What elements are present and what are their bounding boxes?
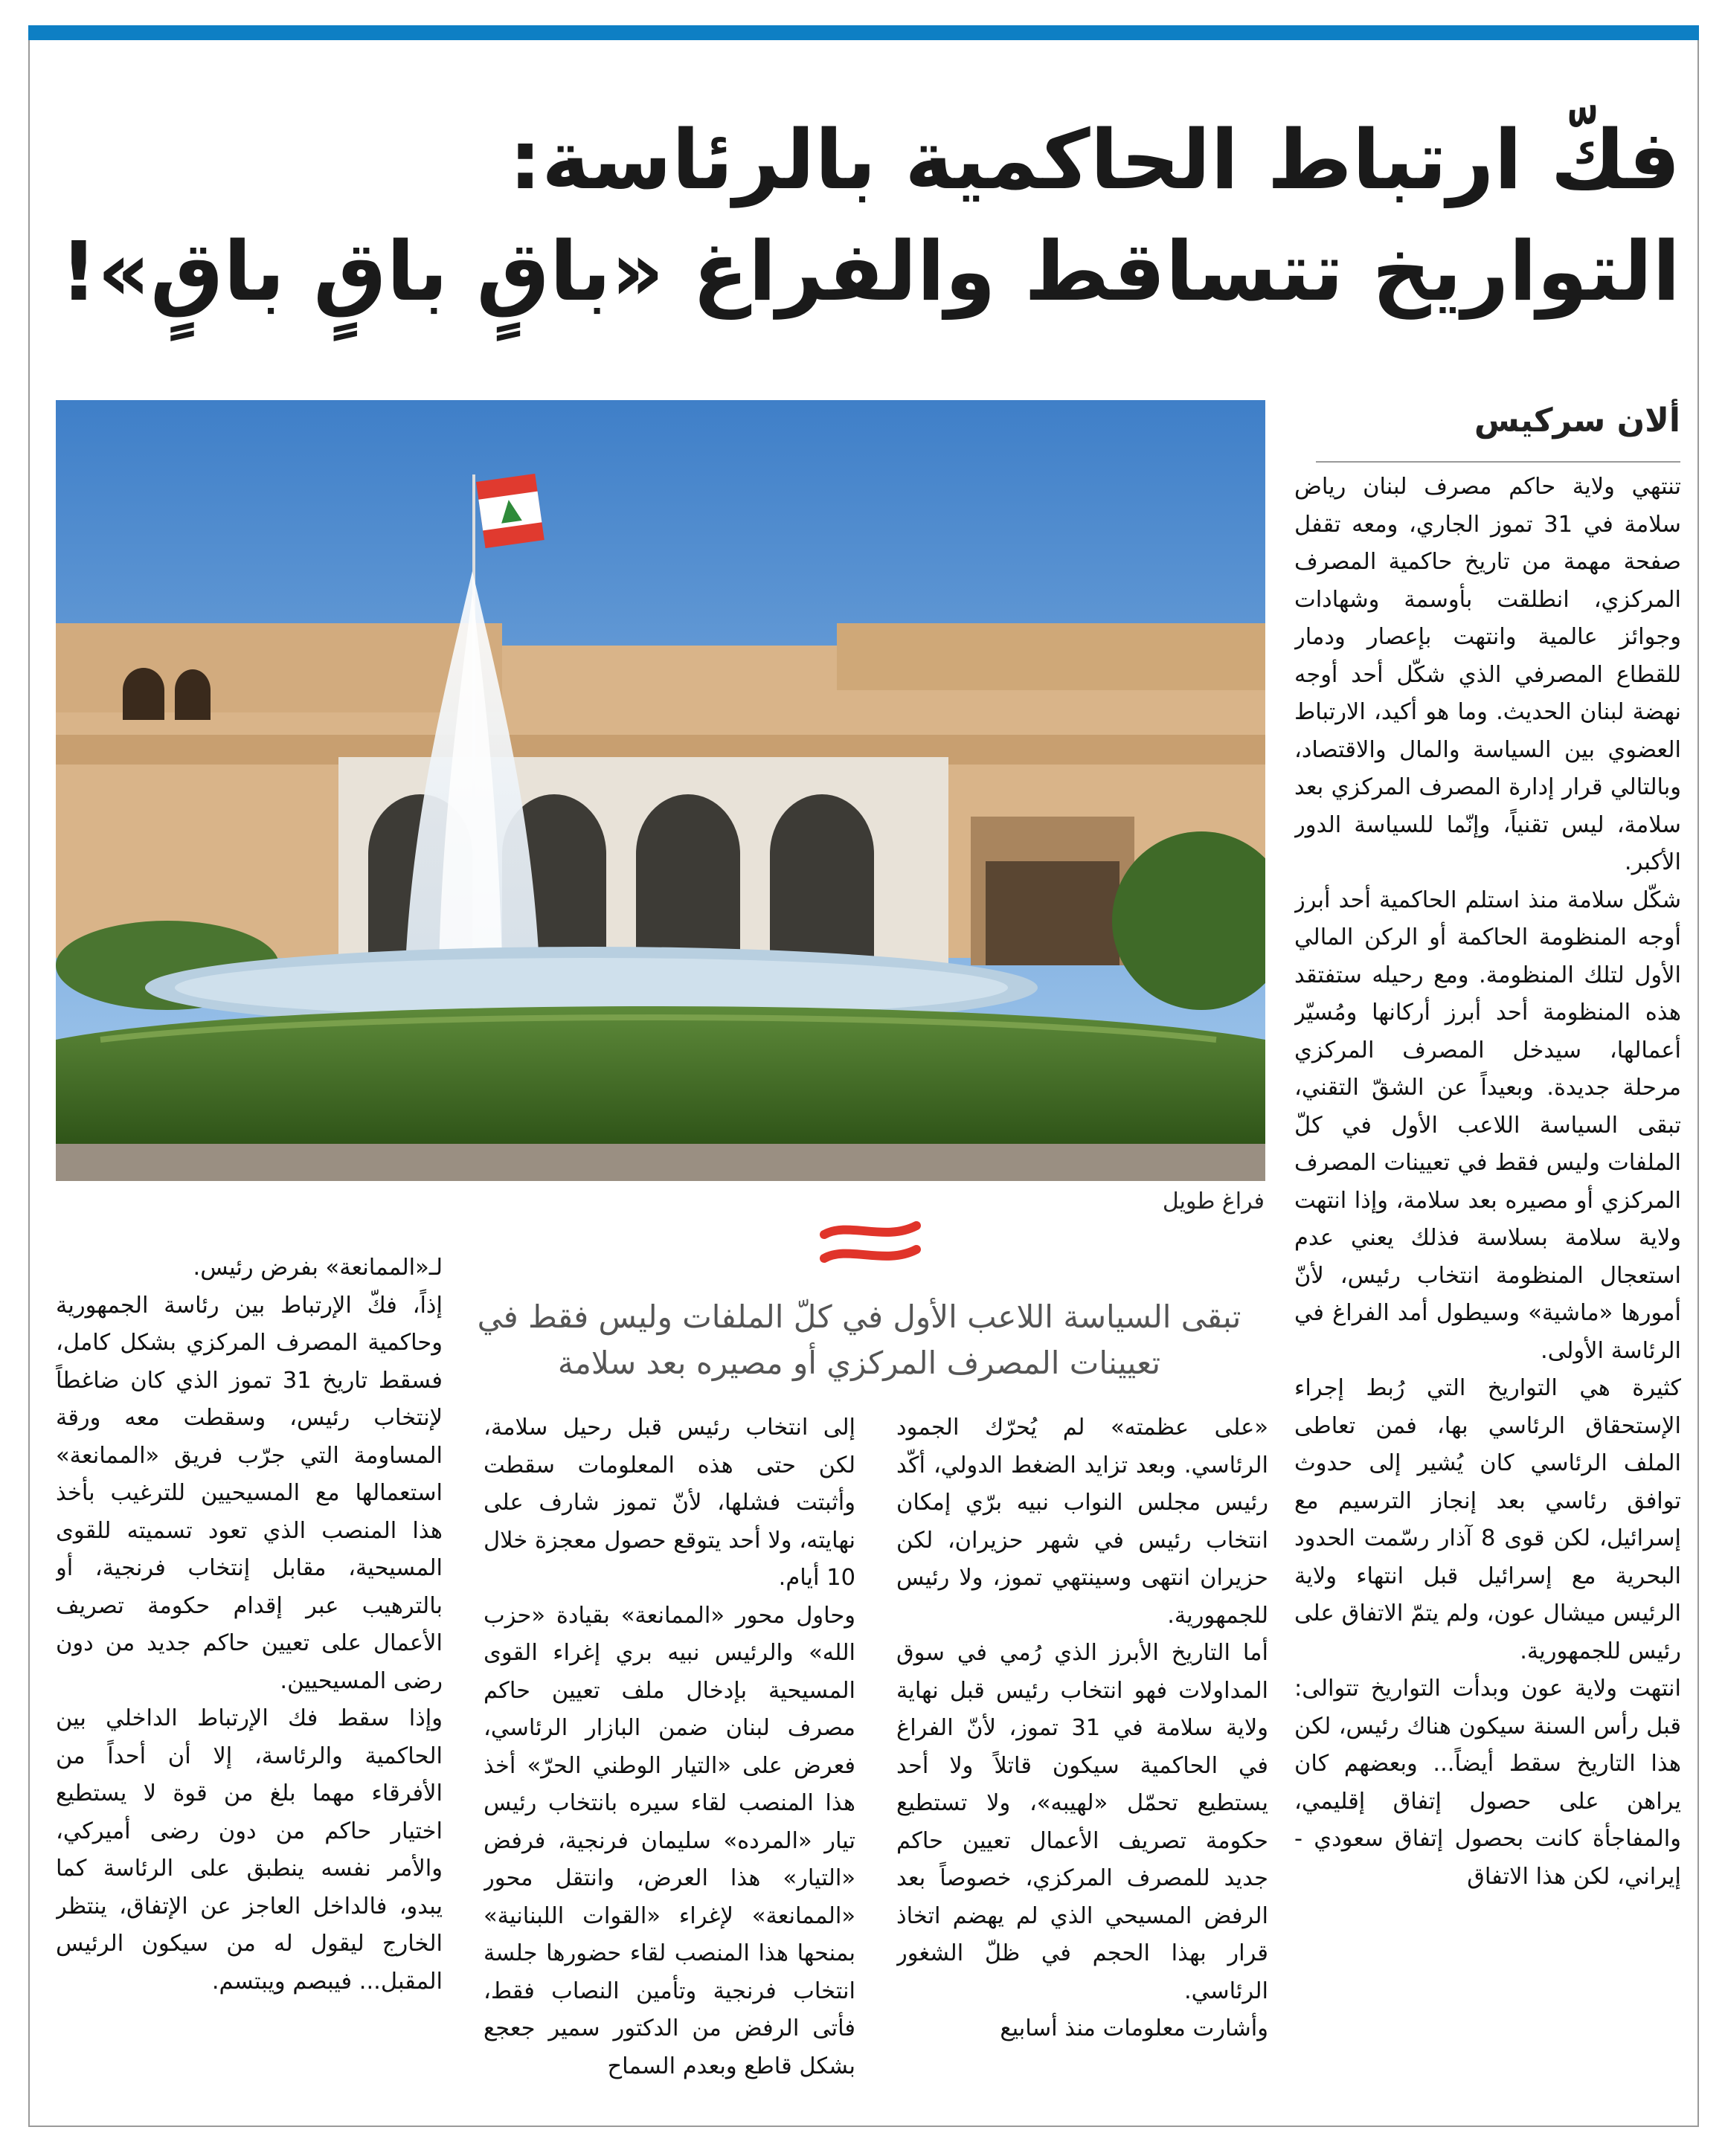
paragraph: انتهت ولاية عون وبدأت التواريخ تتوالى: قبل رأس السنة سيكون هناك رئيس، لكن هذا التاريخ سقط أيضاً... وبعضهم كان يراهن على حصول إتفاق إقليمي، والمفاجأة كانت بحصول إتفاق سعودي - إيراني، لكن هذا الاتفاق	[1294, 1676, 1681, 1890]
paragraph: شكّل سلامة منذ استلم الحاكمية أحد أبرز أوجه المنظومة الحاكمة أو الركن المالي الأول لتلك المنظومة. ومع رحيله ستفتقد هذه المنظومة أحد أبرز أركانها ومُسيّر أعمالها، سيدخل المصرف المركزي مرحلة جديدة. وبعيداً عن الشقّ التقني، تبقى السياسة اللاعب الأول في كلّ الملفات وليس فقط في تعيينات المصرف المركزي أو مصيره بعد سلامة، وإذا انتهت ولاية سلامة بسلاسة فذلك يعني عدم استعجال المنظومة انتخاب رئيس، لأنّ أمورها «ماشية» وسيطول أمد الفراغ في الرئاسة الأولى.	[1294, 886, 1681, 1364]
photo-caption: فراغ طويل	[1162, 1188, 1265, 1214]
paragraph: إلى انتخاب رئيس قبل رحيل سلامة، لكن حتى هذه المعلومات سقطت وأثبتت فشلها، لأنّ تموز شارف على نهايته، ولا أحد يتوقع حصول معجزة خلال 10 أيام.	[484, 1415, 855, 1591]
headline-line-2: التواريخ تتساقط والفراغ «باقٍ باقٍ باقٍ»!	[60, 224, 1680, 319]
article-column-2	[896, 1409, 1268, 2112]
headline-line-1: فكّ ارتباط الحاكمية بالرئاسة:	[509, 112, 1680, 207]
author-divider	[1316, 461, 1680, 463]
paragraph: كثيرة هي التواريخ التي رُبط إجراء الإستحقاق الرئاسي بها، فمن تعاطى الملف الرئاسي كان يُشير إلى حدوث توافق رئاسي بعد إنجاز الترسيم مع إسرائيل، لكن قوى 8 آذار رسّمت الحدود البحرية مع إسرائيل قبل انتهاء ولاية الرئيس ميشال عون، ولم يتمّ الاتفاق على رئيس للجمهورية.	[1294, 1375, 1681, 1664]
top-accent-bar	[28, 25, 1699, 40]
lebanese-flag-stripes-icon	[818, 1220, 922, 1272]
paragraph: لـ«الممانعة» بفرض رئيس.	[193, 1255, 443, 1281]
paragraph: «على عظمته» لم يُحرّك الجمود الرئاسي. وبعد تزايد الضغط الدولي، أكّد رئيس مجلس النواب نبيه برّي إمكان انتخاب رئيس في شهر حزيران، لكن حزيران انتهى وسينتهي تموز، ولا رئيس للجمهورية.	[896, 1415, 1268, 1629]
article-column-3	[484, 1409, 855, 2112]
paragraph: وأشارت معلومات منذ أسابيع	[1000, 2015, 1268, 2041]
paragraph: أما التاريخ الأبرز الذي رُمي في سوق المداولات فهو انتخاب رئيس قبل نهاية ولاية سلامة في 31 تموز، لأنّ الفراغ في الحاكمية سيكون قاتلاً ولا أحد يستطيع تحمّل «لهيبه»، ولا تستطيع حكومة تصريف الأعمال تعيين حاكم جديد للمصرف المركزي، خصوصاً بعد الرفض المسيحي الذي لم يهضم اتخاذ قرار بهذا الحجم في ظلّ الشغور الرئاسي.	[896, 1640, 1268, 2004]
pull-quote: تبقى السياسة اللاعب الأول في كلّ الملفات وليس فقط في تعيينات المصرف المركزي أو مصيره بعد سلامة	[477, 1299, 1241, 1381]
paragraph: وحاول محور «الممانعة» بقيادة «حزب الله» والرئيس نبيه بري إغراء القوى المسيحية بإدخال ملف تعيين حاكم مصرف لبنان ضمن البازار الرئاسي، فعرض على «التيار الوطني الحرّ» أخذ هذا المنصب لقاء سيره بانتخاب رئيس تيار «المرده» سليمان فرنجية، فرفض «التيار» هذا العرض، وانتقل محور «الممانعة» لإغراء «القوات اللبنانية» بمنحها هذا المنصب لقاء حضورها جلسة انتخاب فرنجية وتأمين النصاب فقط، فأتى الرفض من الدكتور سمير جعجع بشكل قاطع وبعدم السماح	[484, 1602, 855, 2079]
paragraph: تنتهي ولاية حاكم مصرف لبنان رياض سلامة في 31 تموز الجاري، ومعه تقفل صفحة مهمة من تاريخ حاكمية المصرف المركزي، انطلقت بأوسمة وشهادات وجوائز عالمية وانتهت بإعصار ودمار للقطاع المصرفي الذي شكّل أحد أوجه نهضة لبنان الحديث. وما هو أكيد، الارتباط العضوي بين السياسة والمال والاقتصاد، وبالتالي قرار إدارة المصرف المركزي بعد سلامة، ليس تقنياً، وإنّما للسياسة الدور الأكبر.	[1294, 474, 1681, 875]
article-column-1	[1294, 469, 1681, 2112]
article-column-4	[56, 1249, 443, 2112]
paragraph: وإذا سقط فك الإرتباط الداخلي بين الحاكمية والرئاسة، إلا أن أحداً من الأفرقاء مهما بلغ من قوة لا يستطيع اختيار حاكم من دون رضى أميركي، والأمر نفسه ينطبق على الرئاسة كما يبدو، فالداخل العاجز عن الإتفاق، ينتظر الخارج ليقول له من سيكون الرئيس المقبل... فيبصم ويبتسم.	[56, 1705, 443, 1995]
article-photo	[56, 400, 1265, 1181]
paragraph: إذاً، فكّ الإرتباط بين رئاسة الجمهورية وحاكمية المصرف المركزي بشكل كامل، فسقط تاريخ 31 تموز الذي كان ضاغطاً لإنتخاب رئيس، وسقطت معه ورقة المساومة التي جرّب فريق «الممانعة» استعمالها مع المسيحيين للترغيب بأخذ هذا المنصب الذي تعود تسميته للقوى المسيحية، مقابل إنتخاب فرنجية، أو بالترهيب عبر إقدام حكومة تصريف الأعمال على تعيين حاكم جديد من دون رضى المسيحيين.	[56, 1292, 443, 1694]
author-byline: ألان سركيس	[1474, 402, 1680, 440]
palace-fountain-image	[56, 400, 1265, 1181]
